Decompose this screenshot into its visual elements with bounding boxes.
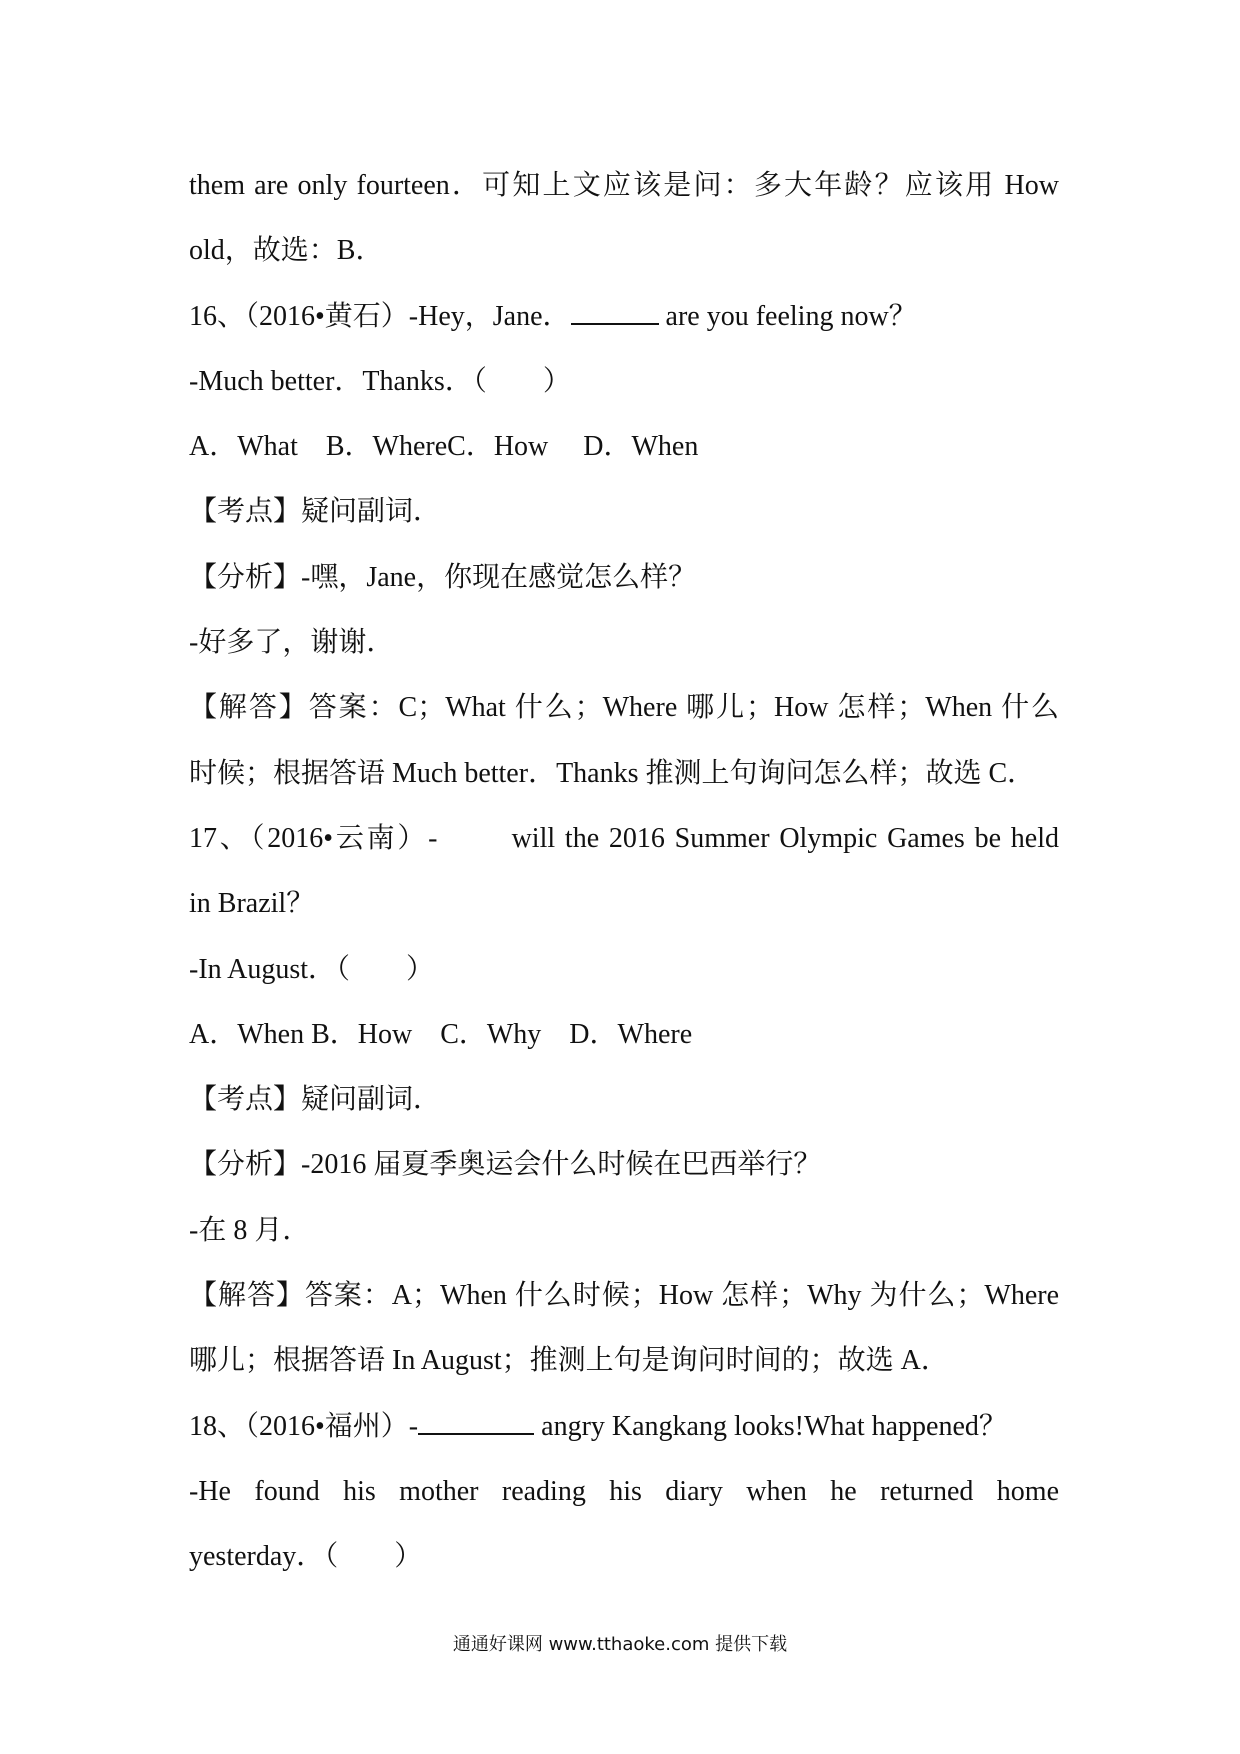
answer-blank	[418, 1409, 534, 1435]
text-line: in Brazil？	[189, 888, 315, 920]
page-content	[189, 153, 1059, 1590]
text-line: -好多了，谢谢．	[189, 627, 395, 659]
question-18-prefix: 18、（2016•福州）-	[189, 1410, 419, 1442]
answer-blank	[571, 299, 659, 325]
text-line: 哪儿；根据答语 In August；推测上句是询问时间的；故选 A．	[189, 1345, 949, 1377]
question-16-suffix: are you feeling now？	[658, 300, 917, 332]
question-18-suffix: angry Kangkang looks!What happened？	[534, 1410, 1007, 1442]
question-17-line: 17、（2016•云南）- will the 2016 Summer Olympic Games be held	[189, 822, 1059, 854]
question-16-prefix: 16、（2016•黄石）-Hey，Jane．	[189, 300, 571, 332]
answer-options: A．What B．WhereC．How D．When	[189, 431, 699, 463]
text-line: -He found his mother reading his diary when he returned home	[189, 1475, 1059, 1507]
question-16-line	[189, 284, 1059, 349]
knowledge-point: 【考点】疑问副词．	[189, 1084, 442, 1116]
text-line: -Much better．Thanks．（ ）	[189, 365, 571, 397]
text-line: old，故选：B．	[189, 235, 384, 267]
question-18-line	[189, 1394, 1059, 1459]
solution: 【解答】答案：A；When 什么时候；How 怎样；Why 为什么；Where	[189, 1280, 1059, 1312]
text-line: them are only fourteen．可知上文应该是问：多大年龄？应该用 How	[189, 170, 1059, 201]
answer-options: A．When B．How C．Why D．Where	[189, 1018, 693, 1050]
page-footer: 通通好课网 www.tthaoke.com 提供下载	[452, 1634, 788, 1655]
text-line: 时候；根据答语 Much better．Thanks 推测上句询问怎么样；故选 C．	[189, 757, 1036, 789]
text-line: -In August．（ ）	[189, 953, 435, 985]
text-line: yesterday．（ ）	[189, 1541, 423, 1573]
analysis: 【分析】-嘿，Jane，你现在感觉怎么样？	[189, 561, 697, 593]
text-line: -在 8 月．	[189, 1214, 311, 1246]
analysis: 【分析】-2016 届夏季奥运会什么时候在巴西举行？	[189, 1149, 822, 1181]
solution: 【解答】答案：C；What 什么；Where 哪儿；How 怎样；When 什么	[189, 692, 1059, 724]
knowledge-point: 【考点】疑问副词．	[189, 496, 442, 528]
